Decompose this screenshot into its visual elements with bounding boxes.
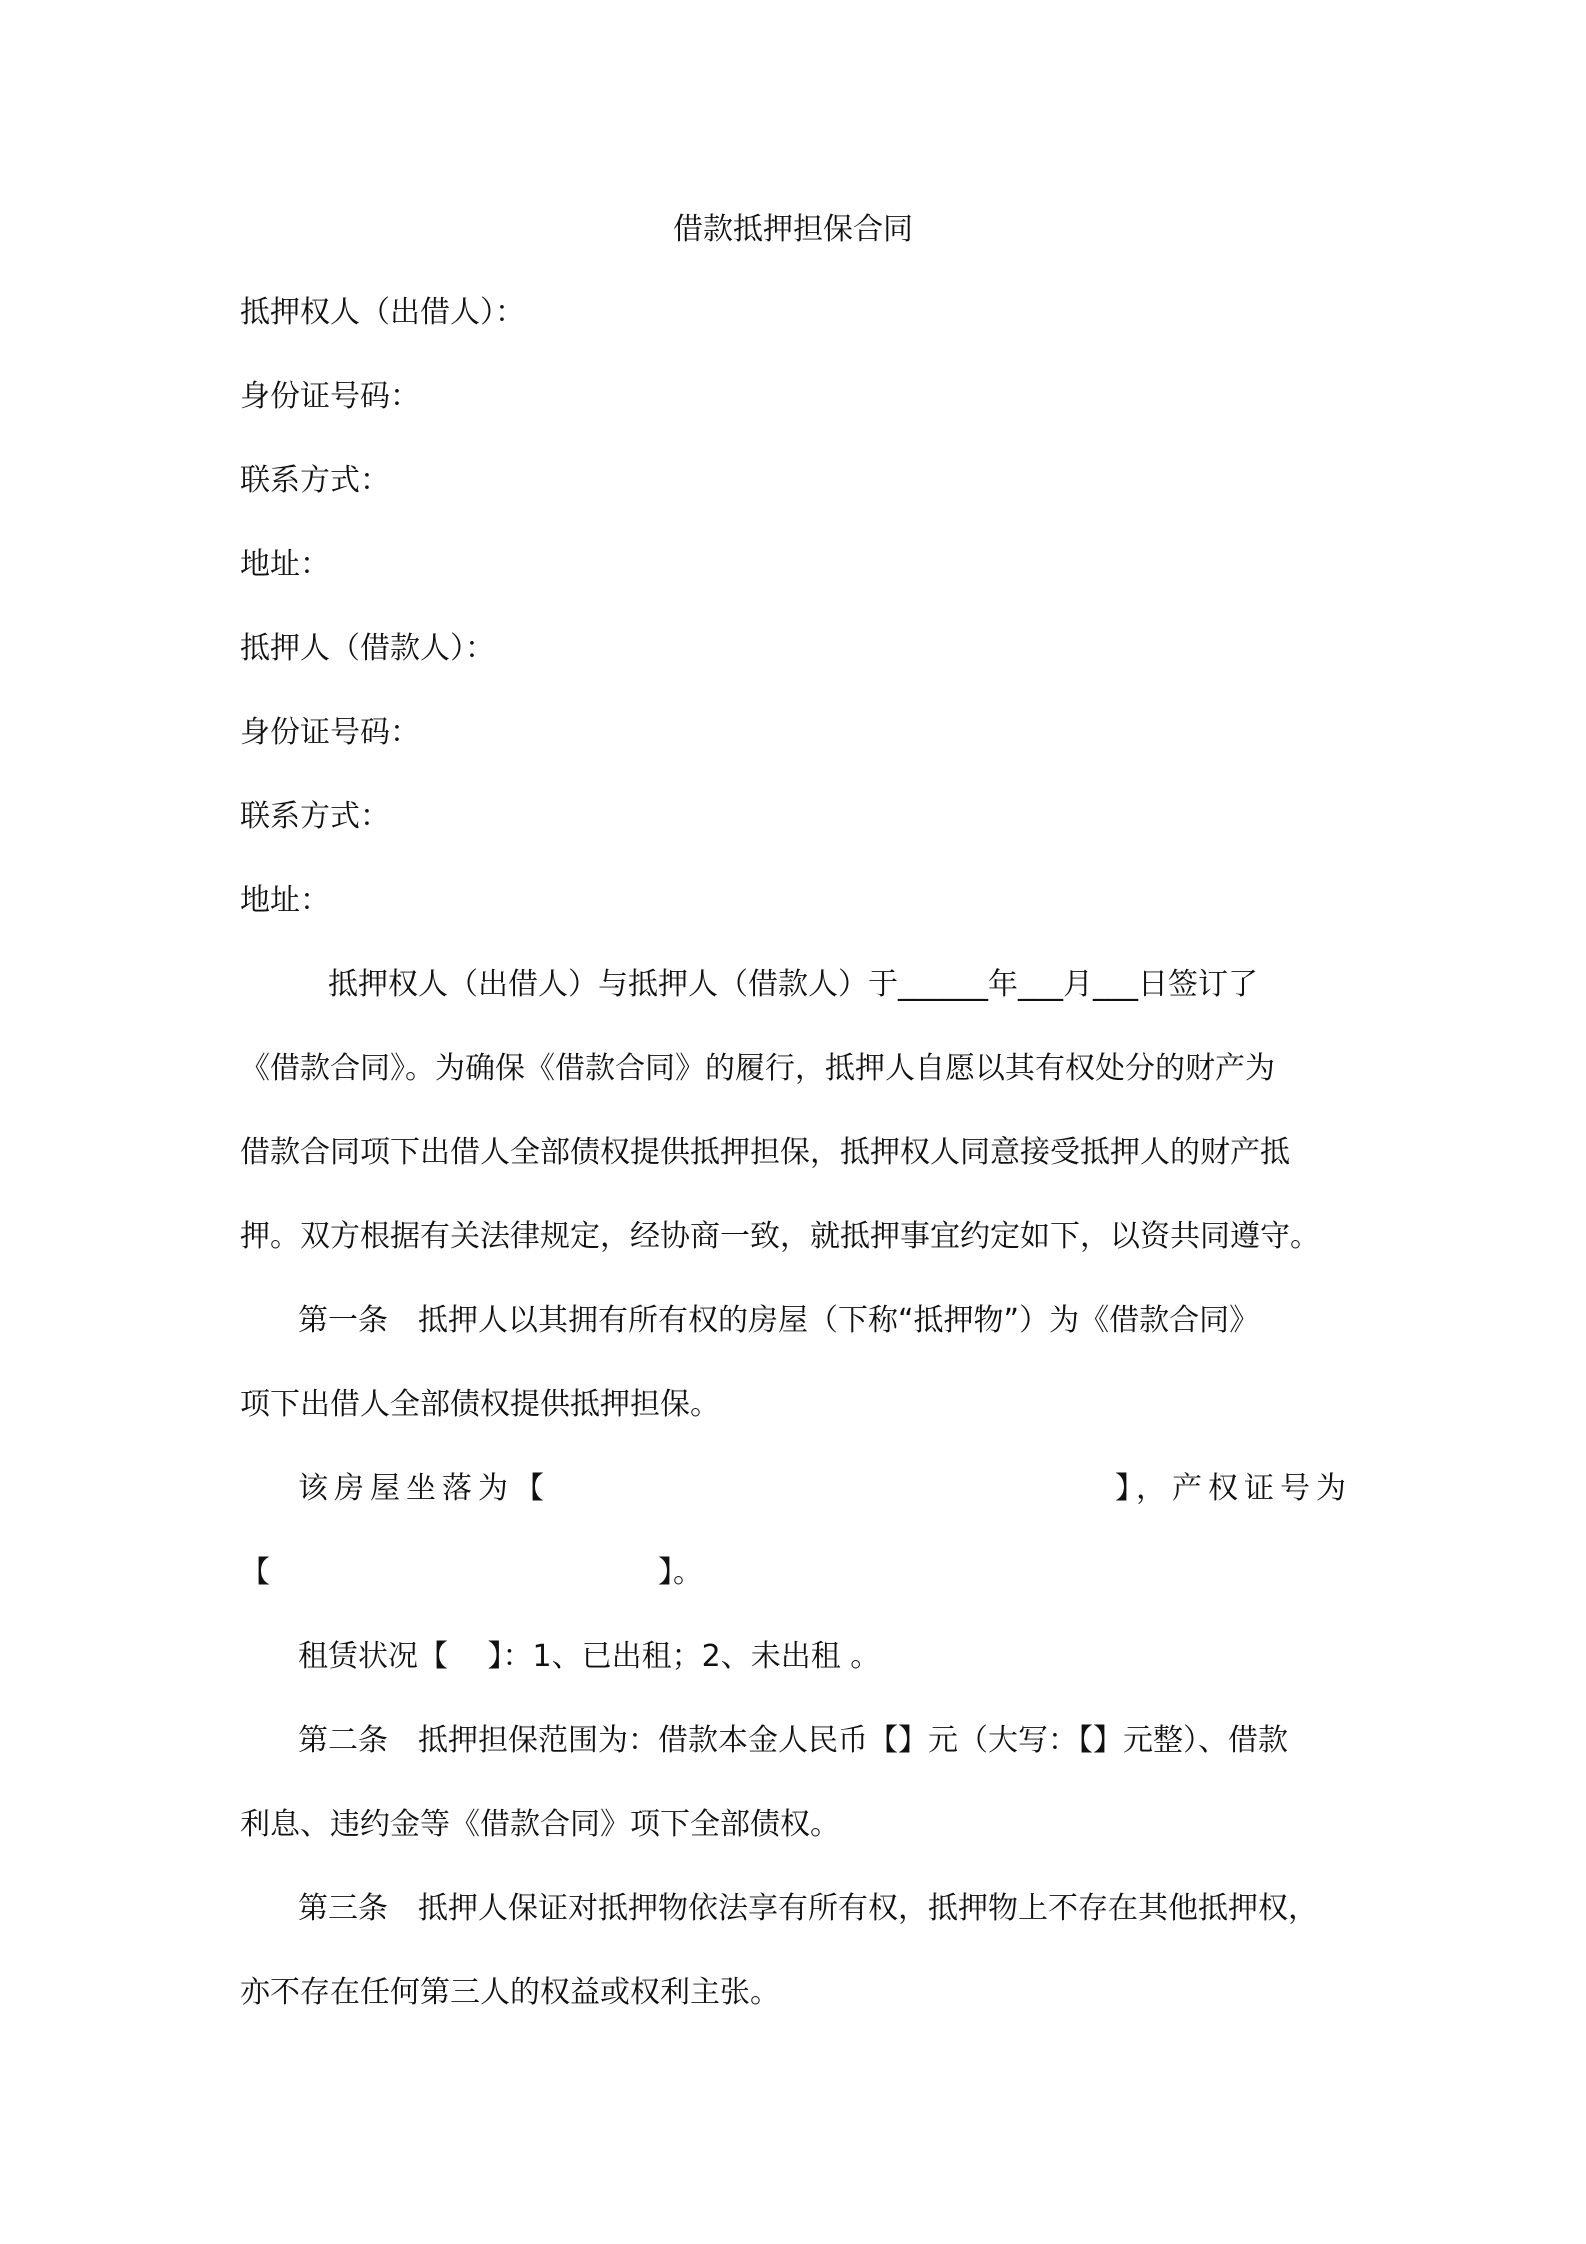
article-line: 亦不存在任何第三人的权益或权利主张。 [240,1975,780,2010]
mortgagor-contact-field: 联系方式： [240,799,390,834]
mortgagee-contact-field: 联系方式： [240,463,390,498]
property-location [240,1464,1352,1632]
article-line: 项下出借人全部债权提供抵押担保。 [240,1387,720,1422]
article-3 [240,1884,1352,2052]
certificate-line [240,1548,1352,1632]
mortgagor-field: 抵押人（借款人）： [240,631,495,666]
intro-paragraph [240,960,1352,1296]
certificate-bracket-open: 【 [240,1555,270,1590]
intro-line: 借款合同项下出借人全部债权提供抵押担保，抵押权人同意接受抵押人的财产抵 [240,1135,1290,1170]
mortgagor-id-field: 身份证号码： [240,715,420,750]
mortgagor-address-field: 地址： [240,883,330,918]
article-1 [240,1296,1352,1464]
certificate-label: 】，产权证号为 [1115,1471,1352,1506]
location-label: 该房屋坐落为【 [298,1471,550,1506]
mortgagee-id-field: 身份证号码： [240,379,420,414]
article-line: 第三条 抵押人保证对抵押物依法享有所有权，抵押物上不存在其他抵押权， [298,1891,1318,1926]
lease-status [240,1632,1352,1716]
mortgagee-address-field: 地址： [240,547,330,582]
article-2 [240,1716,1352,1884]
certificate-bracket-close: 】。 [658,1555,703,1590]
intro-line: 抵押权人（出借人）与抵押人（借款人）于______年___月___日签订了 [328,967,1258,1002]
article-line: 第一条 抵押人以其拥有所有权的房屋（下称“抵押物”）为《借款合同》 [298,1303,1260,1338]
article-line: 第二条 抵押担保范围为：借款本金人民币【】元（大写：【】元整）、借款 [298,1723,1288,1758]
mortgagee-field: 抵押权人（出借人）： [240,295,525,330]
lease-line: 租赁状况【 】：1、已出租；2、未出租 。 [298,1639,881,1674]
location-line [240,1464,1352,1548]
intro-line: 押。双方根据有关法律规定，经协商一致，就抵押事宜约定如下，以资共同遵守。 [240,1219,1320,1254]
article-line: 利息、违约金等《借款合同》项下全部债权。 [240,1807,840,1842]
intro-line: 《借款合同》。为确保《借款合同》的履行，抵押人自愿以其有权处分的财产为 [240,1051,1275,1086]
document-title: 借款抵押担保合同 [673,212,913,247]
